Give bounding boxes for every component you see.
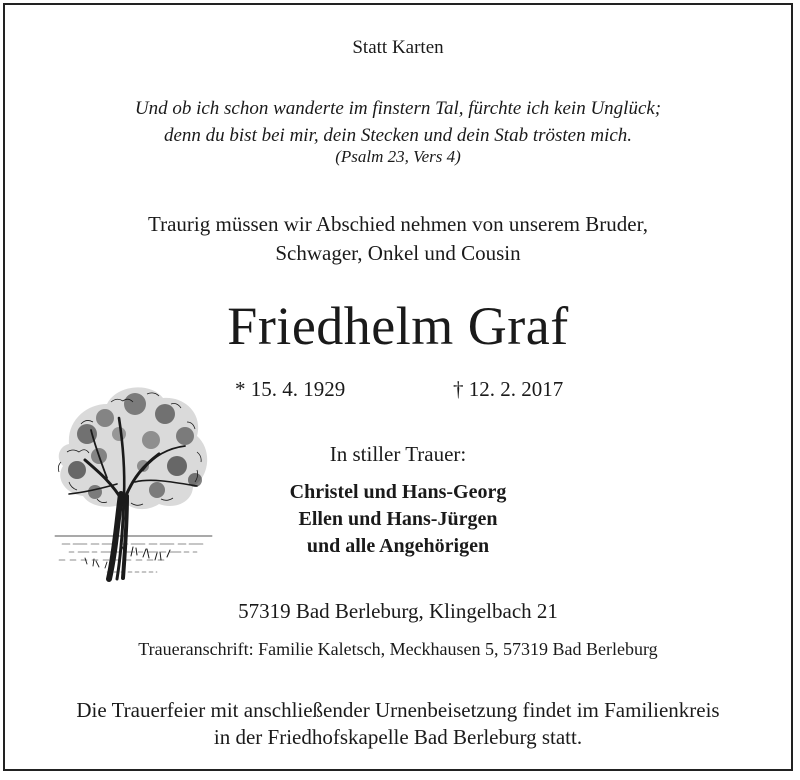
obituary-card [3,3,793,771]
funeral-notice [5,697,791,751]
mourner-line: und alle Angehörigen [306,535,490,557]
header-text: Statt Karten [352,37,444,58]
intro-line-2: Schwager, Onkel und Cousin [275,241,521,265]
death-date: † 12. 2. 2017 [453,377,564,401]
mourning-label: In stiller Trauer: [329,442,467,466]
psalm-verse [5,95,791,149]
notice-line-1: Die Trauerfeier mit anschließender Urnenbeisetzung findet im Familienkreis [76,698,720,722]
birth-date: * 15. 4. 1929 [235,377,346,401]
mourner-line: Christel und Hans-Georg [289,481,507,503]
mourner-line: Ellen und Hans-Jürgen [298,508,498,530]
mourning-address: Traueranschrift: Familie Kaletsch, Meckhausen 5, 57319 Bad Berleburg [138,639,658,659]
intro-text [5,210,791,268]
residence-address: 57319 Bad Berleburg, Klingelbach 21 [238,599,558,623]
verse-line-1: Und ob ich schon wanderte im finstern Tal, fürchte ich kein Unglück; [134,98,662,119]
intro-line-1: Traurig müssen wir Abschied nehmen von unserem Bruder, [148,212,648,236]
verse-line-2: denn du bist bei mir, dein Stecken und dein Stab trösten mich. [163,125,633,146]
deceased-name: Friedhelm Graf [227,296,569,356]
mourners-list [5,479,791,560]
notice-line-2: in der Friedhofskapelle Bad Berleburg statt. [213,725,583,749]
verse-citation: (Psalm 23, Vers 4) [335,147,461,166]
